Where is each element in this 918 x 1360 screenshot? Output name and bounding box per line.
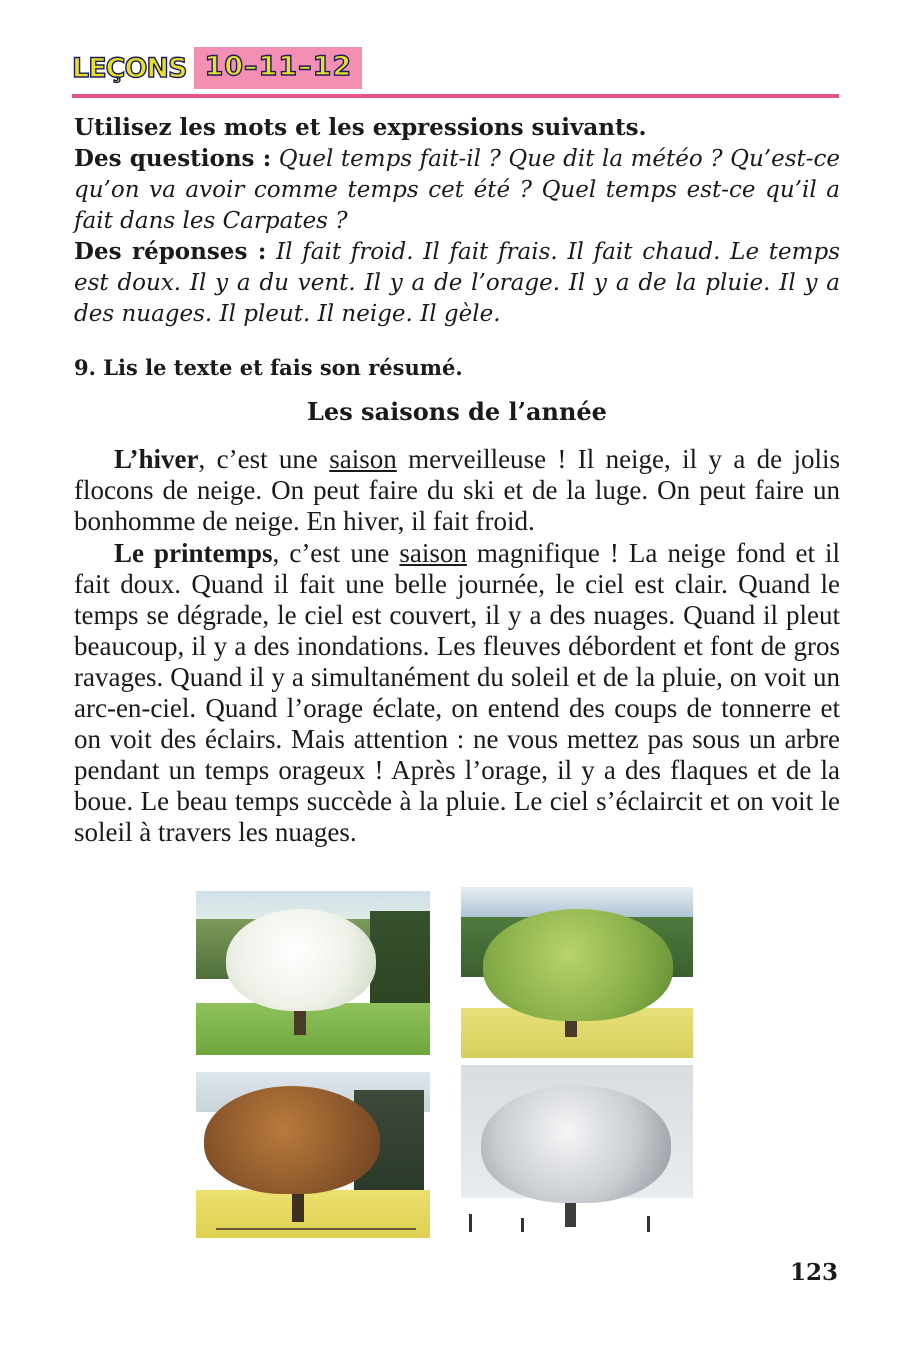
- answers-text: Il fait froid. Il fait frais. Il fait chaud. Le temps est doux. Il y a du vent. Il y a de l’orage. Il y a de la pluie. Il y a des nuages. Il pleut. Il neige. Il gèle.: [74, 239, 840, 327]
- photo-winter-tree: [461, 1065, 693, 1238]
- spring-text-b: magnifique ! La neige fond et il fait doux. Quand il fait une belle journée, le ciel est clair. Quand le temps se dégrade, le ciel est couvert, il y a des nuages. Quand il pleut beaucoup, il y a des inondations. Les fleuves débordent et font de gros ravages. Quand il y a simultanément du soleil et de la pluie, on voit un arc-en-ciel. Quand l’orage éclate, on entend des coups de tonnerre et on voit des éclairs. Mais attention : ne vous mettez pas sous un arbre pendant un temps orageux ! Après l’orage, il y a des flaques et de la boue. Le beau temps succède à la pluie. Le ciel s’éclaircit et on voit le soleil à travers les nuages.: [74, 538, 840, 847]
- spring-underlined-word: saison: [399, 538, 467, 568]
- spring-text-a: , c’est une: [272, 538, 400, 568]
- winter-underlined-word: saison: [329, 444, 397, 474]
- lesson-header: [72, 44, 362, 92]
- questions-text: Quel temps fait-il ? Que dit la météo ? Qu’est-ce qu’on va avoir comme temps cet été ? Quel temps est-ce qu’il a fait dans les Carpates ?: [74, 146, 840, 234]
- paragraph-spring: [74, 538, 840, 848]
- questions-label: Des questions :: [74, 145, 272, 172]
- answers-label: Des réponses :: [74, 238, 267, 265]
- winter-text-a: , c’est une: [198, 444, 330, 474]
- photo-spring-tree: [196, 891, 430, 1055]
- answers-paragraph: [74, 236, 840, 330]
- exercise-instruction: 9. Lis le texte et fais son résumé.: [74, 355, 463, 380]
- winter-term: L’hiver: [114, 444, 199, 474]
- lesson-numbers-badge: 10–11–12: [194, 47, 362, 88]
- winter-text-b: merveilleuse ! Il neige, il y a de jolis flocons de neige. On peut faire du ski et de la luge. On peut faire un bonhomme de neige. En hiver, il fait froid.: [74, 444, 840, 536]
- paragraph-winter: [74, 444, 840, 537]
- intro-instruction: Utilisez les mots et les expressions suivants.: [74, 114, 647, 141]
- photo-autumn-tree: [196, 1072, 430, 1238]
- photo-summer-tree: [461, 887, 693, 1058]
- spring-term: Le printemps: [114, 538, 273, 568]
- header-divider: [72, 94, 839, 98]
- lessons-label: LEÇONS: [72, 52, 187, 84]
- text-title: Les saisons de l’année: [307, 397, 607, 426]
- page-number: 123: [790, 1259, 839, 1286]
- questions-paragraph: [74, 143, 840, 237]
